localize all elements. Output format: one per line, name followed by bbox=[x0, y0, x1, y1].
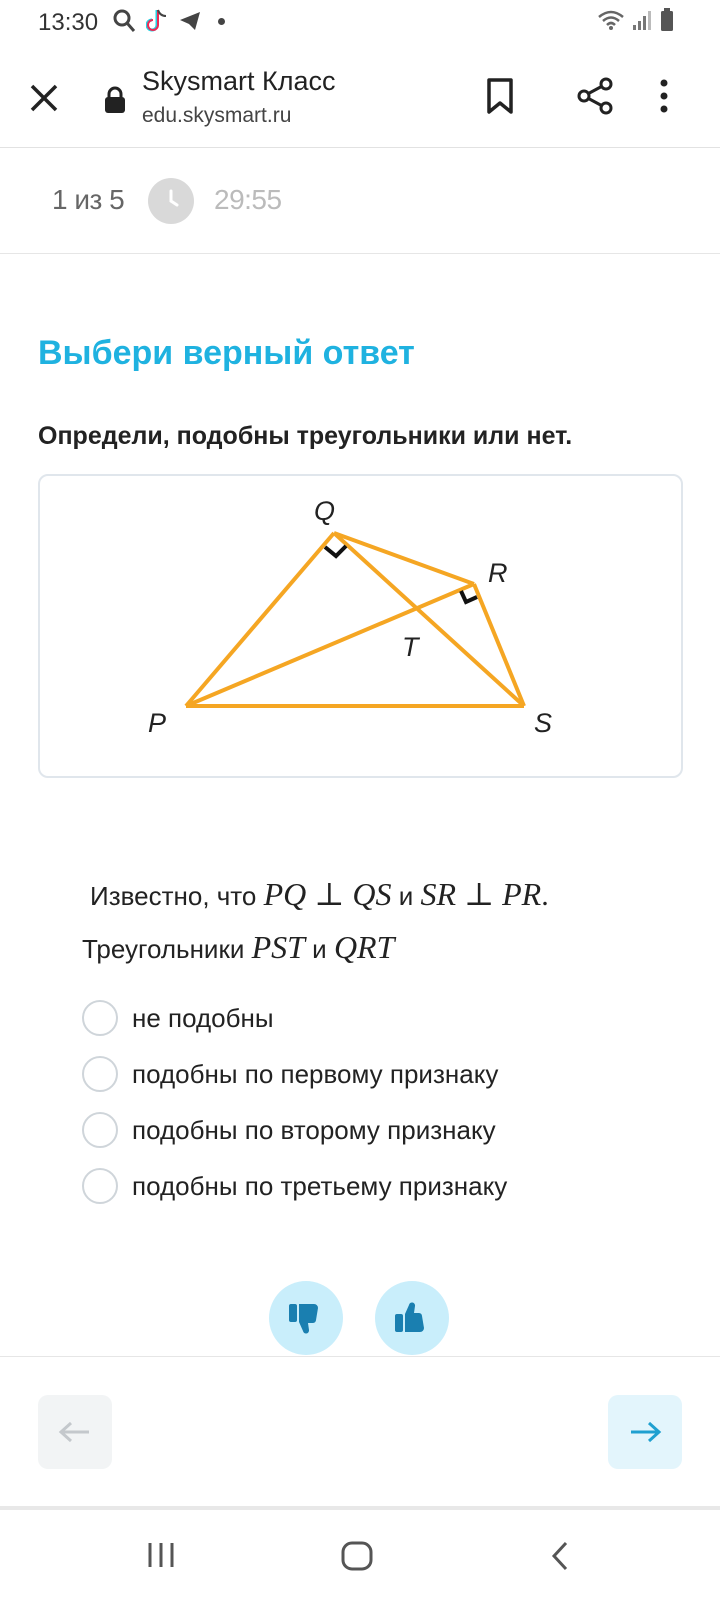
recent-apps-button[interactable] bbox=[146, 1540, 176, 1575]
answer-options bbox=[82, 990, 507, 1214]
segment-pq bbox=[186, 533, 334, 706]
label-r: R bbox=[488, 558, 508, 588]
arrow-right-icon bbox=[627, 1420, 663, 1444]
answer-option-label: подобны по третьему признаку bbox=[132, 1170, 508, 1201]
bottom-separator bbox=[0, 1506, 720, 1510]
answer-option[interactable] bbox=[82, 1102, 507, 1158]
answer-option-label: подобны по второму признаку bbox=[132, 1114, 496, 1145]
site-url[interactable]: edu.skysmart.ru bbox=[142, 104, 292, 127]
task-heading: Выбери верный ответ bbox=[38, 334, 415, 372]
segment-pr bbox=[186, 584, 474, 706]
thumbs-down-icon bbox=[286, 1298, 326, 1338]
browser-toolbar bbox=[0, 48, 720, 148]
statement2-math-1: PST bbox=[251, 929, 305, 965]
more-vert-icon bbox=[656, 76, 672, 116]
dot-icon bbox=[218, 18, 225, 25]
close-icon bbox=[26, 80, 62, 116]
radio-button[interactable] bbox=[82, 1000, 118, 1036]
task-question: Определи, подобны треугольники или нет. bbox=[38, 422, 573, 450]
battery-icon bbox=[660, 8, 674, 32]
segment-qr bbox=[334, 533, 474, 584]
right-angle-mark-r bbox=[461, 591, 477, 602]
answer-option[interactable] bbox=[82, 1046, 507, 1102]
bookmark-button[interactable] bbox=[486, 76, 514, 121]
thumbs-up-icon bbox=[392, 1298, 432, 1338]
statement2-and: и bbox=[312, 934, 327, 964]
segment-rs bbox=[474, 584, 524, 706]
answer-option[interactable] bbox=[82, 1158, 507, 1214]
search-icon bbox=[112, 8, 136, 34]
label-s: S bbox=[534, 708, 553, 738]
label-q: Q bbox=[314, 496, 336, 526]
statement2-prefix: Треугольники bbox=[82, 934, 245, 964]
prev-task-button[interactable] bbox=[38, 1395, 112, 1469]
status-bar bbox=[0, 0, 720, 48]
figure-card bbox=[38, 474, 683, 778]
android-nav-bar bbox=[0, 1512, 720, 1600]
radio-button[interactable] bbox=[82, 1168, 118, 1204]
wifi-icon bbox=[596, 9, 626, 31]
telegram-icon bbox=[178, 10, 202, 32]
site-title: Skysmart Класс bbox=[142, 66, 336, 96]
radio-button[interactable] bbox=[82, 1056, 118, 1092]
statement-math-1: PQ ⊥ QS bbox=[263, 876, 392, 912]
statement-dot: . bbox=[541, 879, 549, 912]
arrow-left-icon bbox=[57, 1420, 93, 1444]
more-menu-button[interactable] bbox=[656, 76, 672, 121]
timer: 29:55 bbox=[214, 184, 282, 215]
triangle-figure bbox=[40, 476, 685, 780]
task-statement bbox=[90, 875, 549, 913]
task-counter: 1 из 5 bbox=[52, 184, 125, 215]
statement2-math-2: QRT bbox=[333, 929, 395, 965]
divider bbox=[0, 1356, 720, 1357]
status-time: 13:30 bbox=[38, 9, 99, 36]
back-button[interactable] bbox=[548, 1540, 572, 1577]
bookmark-icon bbox=[486, 76, 514, 116]
share-icon bbox=[576, 76, 616, 116]
status-icons-left bbox=[112, 8, 225, 34]
status-icons-right bbox=[596, 8, 674, 32]
signal-icon bbox=[632, 9, 654, 31]
answer-option-label: не подобны bbox=[132, 1002, 274, 1033]
home-button[interactable] bbox=[340, 1540, 374, 1577]
statement-prefix: Известно, что bbox=[90, 881, 257, 911]
like-button[interactable] bbox=[375, 1281, 449, 1355]
task-statement-2 bbox=[82, 929, 394, 966]
tiktok-icon bbox=[146, 8, 168, 34]
close-button[interactable] bbox=[26, 80, 62, 116]
lock-icon bbox=[104, 86, 126, 114]
dislike-button[interactable] bbox=[269, 1281, 343, 1355]
statement-math-2: SR ⊥ PR bbox=[420, 876, 542, 912]
right-angle-mark-q bbox=[325, 546, 346, 556]
share-button[interactable] bbox=[576, 76, 616, 121]
clock-icon bbox=[148, 178, 194, 224]
answer-option-label: подобны по первому признаку bbox=[132, 1058, 499, 1089]
answer-option[interactable] bbox=[82, 990, 507, 1046]
next-task-button[interactable] bbox=[608, 1395, 682, 1469]
radio-button[interactable] bbox=[82, 1112, 118, 1148]
back-icon bbox=[548, 1540, 572, 1572]
home-icon bbox=[340, 1540, 374, 1572]
label-t: T bbox=[402, 632, 419, 662]
label-p: P bbox=[148, 708, 167, 738]
statement-and: и bbox=[398, 881, 414, 911]
progress-row bbox=[0, 150, 720, 254]
recent-apps-icon bbox=[146, 1540, 176, 1570]
